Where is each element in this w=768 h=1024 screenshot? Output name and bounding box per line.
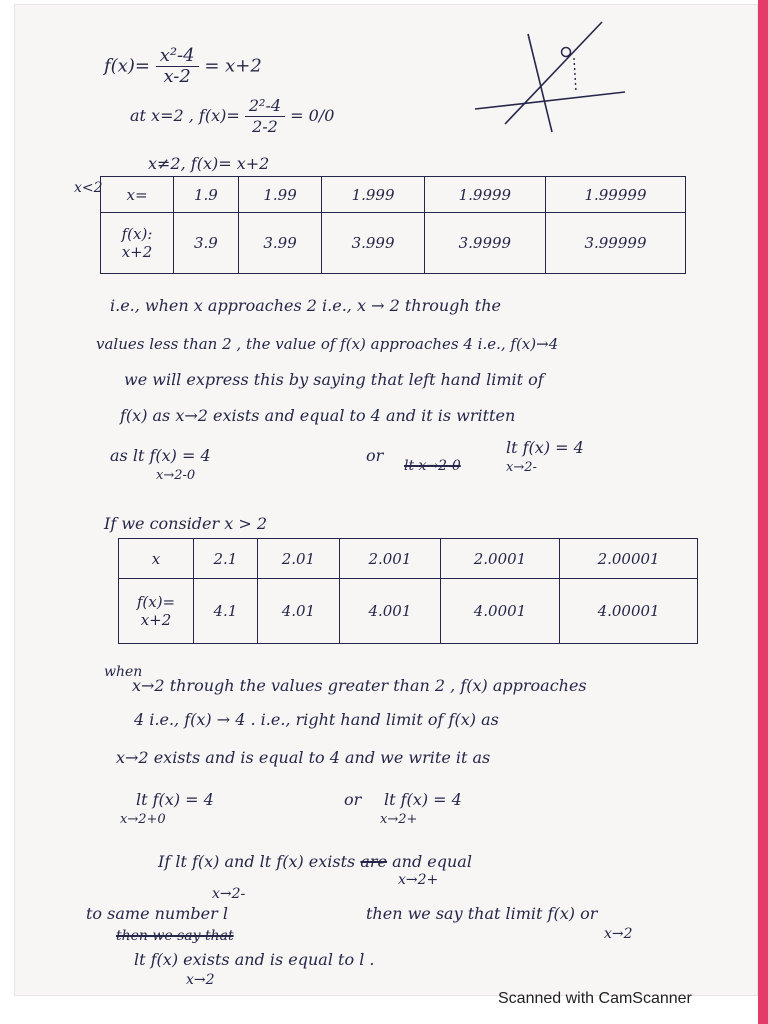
- conclusion-struck-phrase: then we say that: [116, 928, 234, 944]
- right-limit-notation: lt f(x) = 4 x→2+0: [120, 790, 214, 827]
- right-limit-table: [118, 538, 698, 644]
- scanner-watermark: Scanned with CamScanner: [498, 990, 692, 1007]
- table-cell: 2.1: [194, 539, 258, 579]
- table-cell: 1.9999: [424, 177, 545, 213]
- table-cell: 2.00001: [560, 539, 698, 579]
- struck-notation: lt x→2-0: [404, 458, 461, 474]
- table-cell: 4.001: [340, 579, 441, 644]
- left-text-line-1: i.e., when x approaches 2 i.e., x → 2 through the: [110, 296, 501, 315]
- conclusion-line-3: lt f(x) exists and is equal to l .: [134, 950, 375, 969]
- left-text-line-3: we will express this by saying that left hand limit of: [124, 370, 544, 389]
- value-at-two-fraction: $\frac{\text{2²-4}}{2-2}$: [245, 96, 285, 137]
- right-text-line-3: 4 i.e., f(x) → 4 . i.e., right hand limit of f(x) as: [134, 710, 499, 729]
- x-not-two-line: x≠2, f(x)= x+2: [148, 154, 270, 173]
- notebook-page: [14, 4, 758, 996]
- conclusion-sub-right: x→2+: [398, 872, 439, 888]
- table-cell: 2.01: [257, 539, 339, 579]
- left-text-line-2: values less than 2 , the value of f(x) approaches 4 i.e., f(x)→4: [96, 335, 559, 353]
- table-cell: 3.99: [238, 213, 322, 274]
- table-cell: 4.00001: [560, 579, 698, 644]
- table-cell: 1.99: [238, 177, 322, 213]
- conclusion-line-1: If lt f(x) and lt f(x) exists are and equal: [158, 852, 472, 871]
- conclusion-line-2: to same number l: [86, 904, 228, 923]
- definition-fraction: $\frac{\text{x²-4}}{x-2}$: [156, 46, 199, 87]
- table-cell: 4.0001: [440, 579, 559, 644]
- table-cell: 3.999: [322, 213, 424, 274]
- value-at-two: at x=2 , f(x)= $\frac{\text{2²-4}}{2-2}$ = 0/0: [130, 96, 335, 136]
- conclusion-sub-limit: x→2: [604, 926, 633, 942]
- table-cell: 1.999: [322, 177, 424, 213]
- left-text-line-4: f(x) as x→2 exists and equal to 4 and it is written: [120, 406, 516, 425]
- line-graph-sketch: [470, 14, 630, 134]
- right-table-condition: If we consider x > 2: [104, 514, 268, 533]
- right-text-line-4: x→2 exists and is equal to 4 and we write it as: [116, 748, 491, 767]
- or-word: or: [344, 790, 362, 809]
- table-cell: 1.99999: [545, 177, 685, 213]
- table-cell: 2.001: [340, 539, 441, 579]
- table-header-fx: f(x)= x+2: [119, 579, 194, 644]
- left-limit-table: [100, 176, 686, 274]
- function-definition: f(x)= $\frac{\text{x²-4}}{x-2}$ = x+2: [104, 45, 262, 87]
- page-edge-strip: [758, 0, 768, 1024]
- table-header-fx: f(x): x+2: [101, 213, 174, 274]
- table-cell: 3.9999: [424, 213, 545, 274]
- table-cell: 4.01: [257, 579, 339, 644]
- table-cell: 3.9: [174, 213, 239, 274]
- right-text-line-2: x→2 through the values greater than 2 , f(x) approaches: [132, 676, 587, 695]
- left-limit-notation: as lt f(x) = 4 x→2-0: [110, 446, 211, 483]
- conclusion-sub-left: x→2-: [212, 886, 246, 902]
- left-table-condition: x<2: [74, 180, 103, 196]
- conclusion-line-2b: then we say that limit f(x) or: [366, 904, 598, 923]
- left-limit-notation-alt: lt f(x) = 4 x→2-: [506, 438, 584, 475]
- table-header-x: x=: [101, 177, 174, 213]
- table-cell: 1.9: [174, 177, 239, 213]
- or-word: or: [366, 446, 384, 465]
- table-cell: 4.1: [194, 579, 258, 644]
- table-header-x: x: [119, 539, 194, 579]
- right-text-line-1: when: [104, 664, 143, 680]
- right-limit-notation-alt: lt f(x) = 4 x→2+: [380, 790, 462, 827]
- table-cell: 3.99999: [545, 213, 685, 274]
- table-cell: 2.0001: [440, 539, 559, 579]
- conclusion-sub-final: x→2: [186, 972, 215, 988]
